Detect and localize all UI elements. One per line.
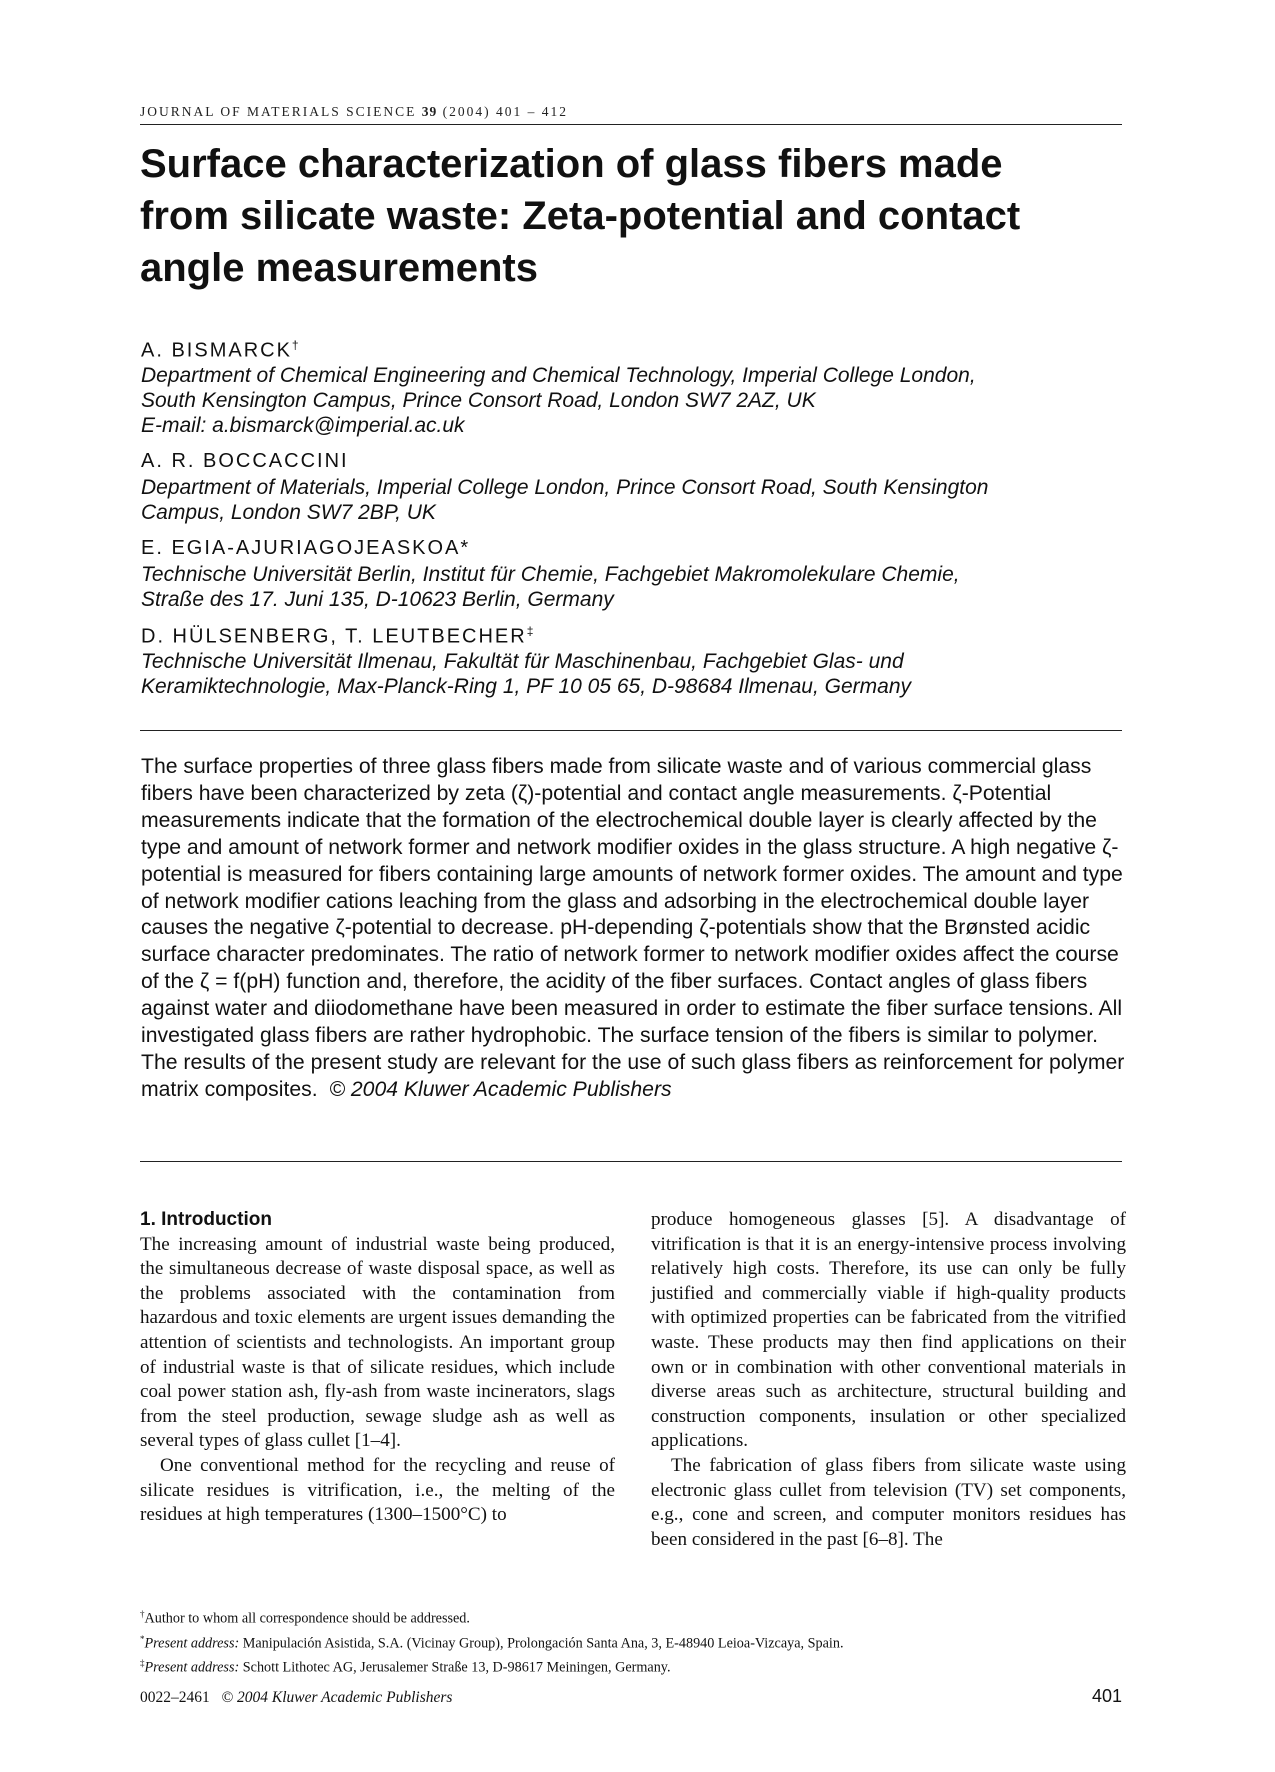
author-name: A. BISMARCK†	[141, 338, 299, 362]
journal-name: JOURNAL OF MATERIALS SCIENCE	[140, 104, 417, 119]
issn: 0022–2461	[140, 1689, 210, 1706]
abstract-copyright: © 2004 Kluwer Academic Publishers	[329, 1077, 672, 1101]
abstract-bottom-rule	[140, 1161, 1122, 1162]
affiliation-email: E-mail: a.bismarck@imperial.ac.uk	[141, 414, 465, 437]
body-paragraph: The fabrication of glass fibers from silicate waste using electronic glass cullet from television (TV) set components, e.g., cone and screen, and computer monitors residues has been considered in the past [6–8]. The	[651, 1454, 1126, 1550]
body-paragraph: produce homogeneous glasses [5]. A disadvantage of vitrification is that it is an energy-intensive process involving relatively high costs. Therefore, its use can only be fully justified and commercially viable if high-quality products with optimized properties can be fabricated from the vitrified waste. These products may then find applications on their own or in combination with other conventional materials in diverse areas such as architecture, structural building and construction components, insulation or other specialized applications.	[651, 1209, 1126, 1452]
affiliation-line: Technische Universität Berlin, Institut für Chemie, Fachgebiet Makromolekulare Chemie,	[141, 563, 960, 586]
author-name: E. EGIA-AJURIAGOJEASKOA*	[141, 537, 471, 559]
header-rule	[140, 124, 1122, 125]
affiliation-line: Campus, London SW7 2BP, UK	[141, 501, 436, 524]
affiliation-line: Department of Chemical Engineering and Chemical Technology, Imperial College London,	[141, 364, 976, 387]
affiliation-line: Keramiktechnologie, Max-Planck-Ring 1, PF 10 05 65, D-98684 Ilmenau, Germany	[141, 675, 911, 698]
body-paragraph: One conventional method for the recycling and reuse of silicate residues is vitrification, i.e., the melting of the residues at high temperatures (1300–1500°C) to	[140, 1454, 615, 1526]
body-column-left	[140, 1208, 615, 1528]
affiliation-line: Technische Universität Ilmenau, Fakultät für Maschinenbau, Fachgebiet Glas- und	[141, 650, 904, 673]
author-affiliation	[141, 649, 1131, 699]
journal-year-pages: (2004) 401 – 412	[442, 104, 569, 119]
footer-copyright: © 2004 Kluwer Academic Publishers	[221, 1689, 453, 1706]
affiliation-line: South Kensington Campus, Prince Consort Road, London SW7 2AZ, UK	[141, 389, 816, 412]
affiliation-line: Department of Materials, Imperial College London, Prince Consort Road, South Kensington	[141, 476, 989, 499]
footnote: *Present address: Manipulación Asistida, S.A. (Vicinay Group), Prolongación Santa Ana, 3, E-48940 Leioa-Vizcaya, Spain.	[140, 1633, 844, 1652]
page-footer	[140, 1689, 452, 1707]
journal-volume: 39	[421, 104, 438, 119]
footnotes	[140, 1604, 1130, 1678]
abstract-text: The surface properties of three glass fibers made from silicate waste and of various commercial glass fibers have been characterized by zeta (ζ)-potential and contact angle measurements. ζ-Potential measurements indicate that the formation of the electrochemical double layer is clearly affected by the type and amount of network former and network modifier oxides in the glass structure. A high negative ζ-potential is measured for fibers containing large amounts of network former oxides. The amount and type of network modifier cations leaching from the glass and adsorbing in the electrochemical double layer causes the negative ζ-potential to decrease. pH-depending ζ-potentials show that the Brønsted acidic surface character predominates. The ratio of network former to network modifier oxides affect the course of the ζ = f(pH) function and, therefore, the acidity of the fiber surfaces. Contact angles of glass fibers against water and diiodomethane have been measured in order to estimate the fiber surface tensions. All investigated glass fibers are rather hydrophobic. The surface tension of the fibers is similar to polymer. The results of the present study are relevant for the use of such glass fibers as reinforcement for polymer matrix composites.	[141, 755, 1125, 1101]
footnote: †Author to whom all correspondence should be addressed.	[140, 1609, 470, 1627]
article-title: Surface characterization of glass fibers made from silicate waste: Zeta-potential and contact angle measurements	[140, 142, 1021, 290]
author-affiliation	[141, 562, 1131, 612]
footnote: ‡Present address: Schott Lithotec AG, Jerusalemer Straße 13, D-98617 Meiningen, Germany.	[140, 1658, 671, 1677]
abstract	[141, 754, 1131, 1104]
body-paragraph: The increasing amount of industrial waste being produced, the simultaneous decrease of waste disposal space, as well as the problems associated with the contamination from hazardous and toxic elements are urgent issues demanding the attention of scientists and technologists. An important group of industrial waste is that of silicate residues, which include coal power station ash, fly-ash from waste incinerators, slags from the steel production, sewage sludge ash as well as several types of glass cullet [1–4].	[140, 1233, 615, 1452]
abstract-top-rule	[140, 730, 1122, 731]
author-name: A. R. BOCCACCINI	[141, 450, 349, 472]
page-number: 401	[1091, 1686, 1122, 1706]
affiliation-line: Straße des 17. Juni 135, D-10623 Berlin, Germany	[141, 588, 614, 611]
running-head	[140, 104, 568, 120]
author-name: D. HÜLSENBERG, T. LEUTBECHER‡	[141, 624, 534, 648]
section-heading: 1. Introduction	[140, 1209, 272, 1230]
author-affiliation	[141, 475, 1131, 525]
body-column-right	[651, 1208, 1126, 1552]
author-affiliation	[141, 363, 1131, 438]
